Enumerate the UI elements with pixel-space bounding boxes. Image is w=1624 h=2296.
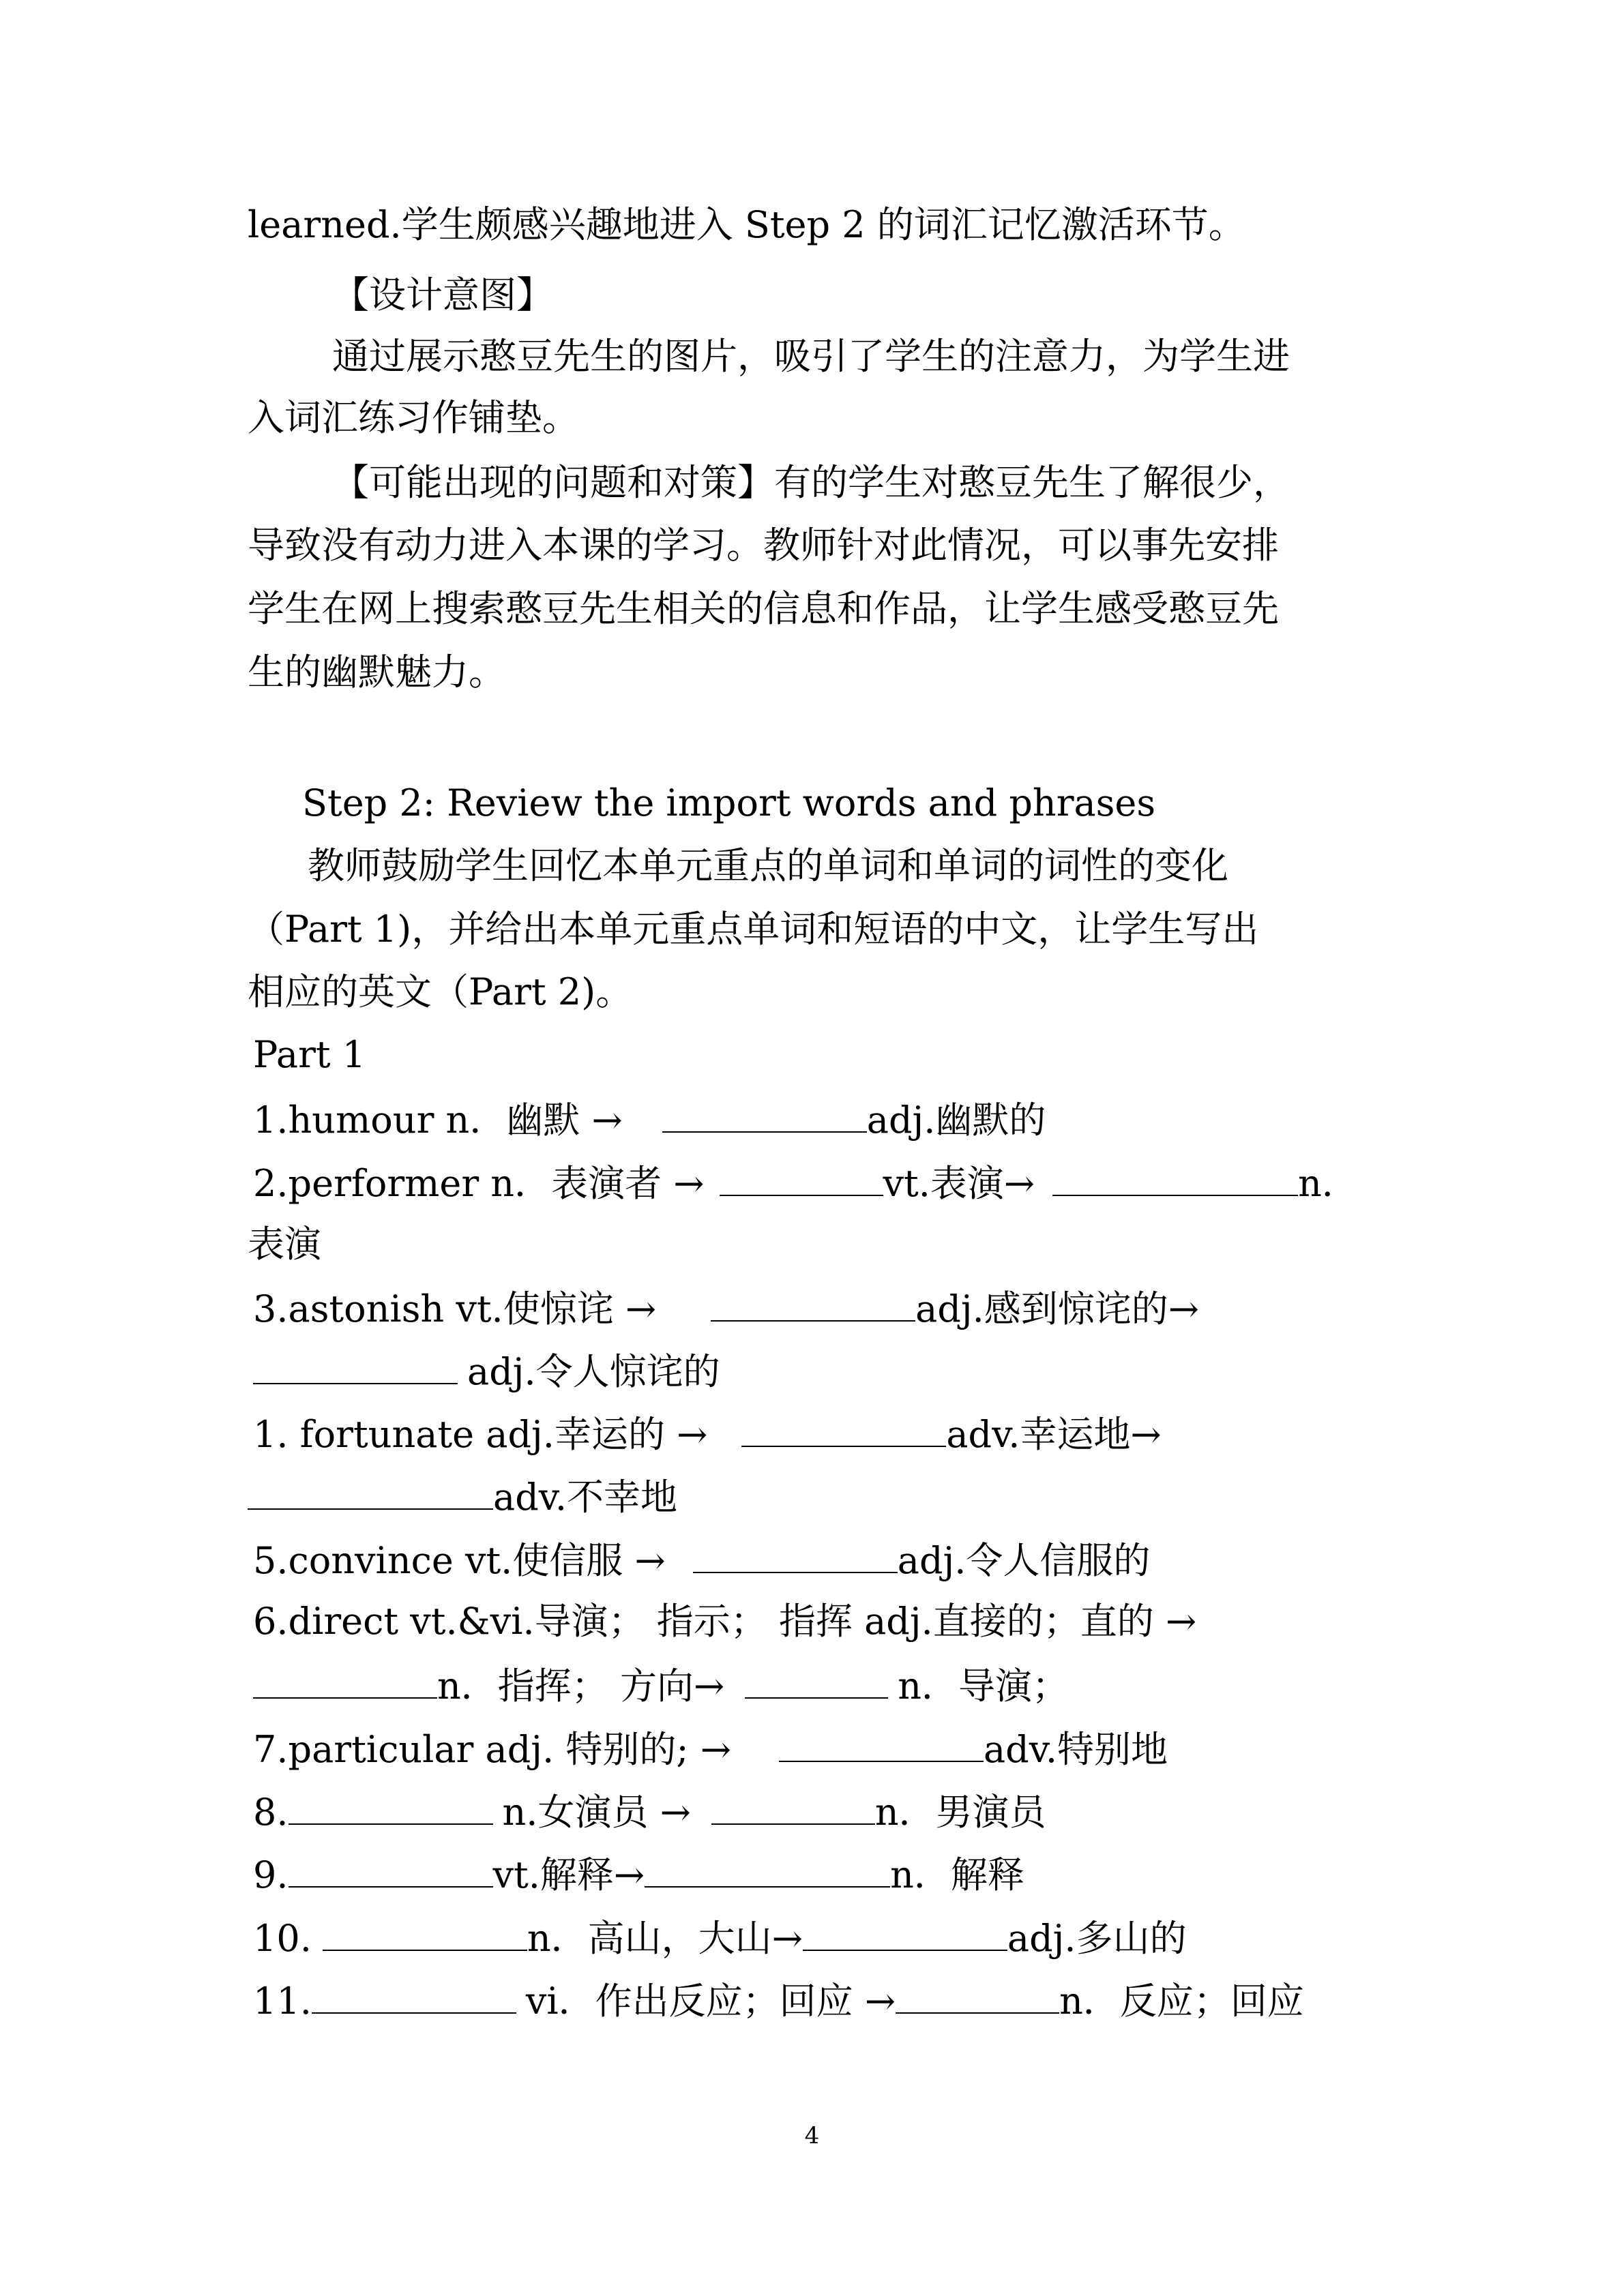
exercise-5-prompt: 5.convince vt.使信服 → xyxy=(253,1539,666,1582)
exercise-5-blank[interactable] xyxy=(693,1536,898,1573)
exercise-4-suffix: adv.不幸地 xyxy=(493,1476,678,1519)
exercise-4-prompt: 1. fortunate adj.幸运的 → xyxy=(253,1413,708,1456)
exercise-2-prompt: 2.performer n．表演者 → xyxy=(253,1162,705,1205)
step2-title: Step 2: Review the import words and phrases xyxy=(302,781,1156,824)
exercise-3-blank-1[interactable] xyxy=(711,1285,915,1322)
exercise-7-blank[interactable] xyxy=(779,1725,984,1762)
exercise-1 xyxy=(253,1096,1046,1141)
design-text-line-1: 通过展示憨豆先生的图片，吸引了学生的注意力，为学生进 xyxy=(332,335,1290,378)
exercise-6-blank-1[interactable] xyxy=(253,1662,437,1699)
exercise-8-blank-2[interactable] xyxy=(711,1788,875,1825)
exercise-3-suffix: adj.令人惊诧的 xyxy=(467,1350,720,1393)
exercise-3-prompt: 3.astonish vt.使惊诧 → xyxy=(253,1287,657,1330)
exercise-8 xyxy=(253,1788,1046,1833)
problems-line-2: 导致没有动力进入本课的学习。教师针对此情况，可以事先安排 xyxy=(248,524,1279,567)
exercise-4-blank-1[interactable] xyxy=(741,1410,946,1447)
exercise-3-continued xyxy=(253,1347,720,1392)
exercise-6-suffix: n．导演； xyxy=(898,1665,1069,1708)
exercise-11-number: 11. xyxy=(253,1980,312,2023)
exercise-4-middle: adv.幸运地→ xyxy=(946,1413,1162,1456)
exercise-3-middle: adj.感到惊诧的→ xyxy=(915,1287,1200,1330)
problems-line-3: 学生在网上搜索憨豆先生相关的信息和作品，让学生感受憨豆先 xyxy=(248,587,1279,630)
step2-description-line-1: 教师鼓励学生回忆本单元重点的单词和单词的词性的变化 xyxy=(308,844,1228,887)
exercise-9-blank-1[interactable] xyxy=(289,1851,493,1888)
exercise-7-prompt: 7.particular adj. 特别的; → xyxy=(253,1728,731,1771)
step2-description-line-3: 相应的英文（Part 2)。 xyxy=(248,970,633,1013)
exercise-8-blank-1[interactable] xyxy=(289,1788,493,1825)
exercise-7 xyxy=(253,1725,1168,1770)
exercise-2 xyxy=(253,1159,1359,1204)
exercise-10-blank-1[interactable] xyxy=(323,1914,527,1951)
exercise-8-middle: n.女演员 → xyxy=(502,1791,691,1834)
exercise-10-middle: n．高山，大山→ xyxy=(527,1917,803,1960)
exercise-1-prompt: 1.humour n．幽默 → xyxy=(253,1099,623,1142)
exercise-11-suffix: n．反应；回应 xyxy=(1059,1980,1304,2023)
exercise-10-number: 10. xyxy=(253,1917,312,1960)
exercise-2-middle: vt.表演→ xyxy=(883,1162,1035,1205)
exercise-2-blank-2[interactable] xyxy=(1052,1159,1298,1196)
exercise-8-number: 8. xyxy=(253,1791,289,1834)
exercise-4 xyxy=(253,1410,1162,1455)
exercise-9-middle: vt.解释→ xyxy=(492,1853,645,1896)
exercise-6-continued xyxy=(253,1662,1069,1707)
exercise-6-blank-2[interactable] xyxy=(745,1662,888,1699)
design-heading: 【设计意图】 xyxy=(332,273,553,316)
exercise-10 xyxy=(253,1914,1187,1959)
exercise-2-blank-1[interactable] xyxy=(720,1159,883,1196)
exercise-3 xyxy=(253,1285,1199,1330)
page-number: 4 xyxy=(804,2122,820,2149)
part-1-label: Part 1 xyxy=(253,1033,366,1076)
exercise-5-suffix: adj.令人信服的 xyxy=(897,1539,1151,1582)
exercise-3-blank-2[interactable] xyxy=(253,1347,458,1384)
exercise-7-suffix: adv.特别地 xyxy=(983,1728,1168,1771)
exercise-5 xyxy=(253,1536,1150,1581)
exercise-11-middle: vi．作出反应；回应 → xyxy=(525,1980,896,2023)
exercise-8-suffix: n．男演员 xyxy=(874,1791,1046,1834)
exercise-2-suffix: n． xyxy=(1298,1162,1359,1205)
design-text-line-2: 入词汇练习作铺垫。 xyxy=(248,396,579,439)
exercise-10-blank-2[interactable] xyxy=(803,1914,1007,1951)
exercise-11 xyxy=(253,1977,1304,2022)
problems-line-4: 生的幽默魅力。 xyxy=(248,651,505,694)
intro-line: learned.学生颇感兴趣地进入 Step 2 的词汇记忆激活环节。 xyxy=(248,203,1245,246)
exercise-6-middle: n．指挥； 方向→ xyxy=(437,1665,725,1708)
exercise-6: 6.direct vt.&vi.导演； 指示； 指挥 adj.直接的；直的 → xyxy=(253,1600,1197,1643)
step2-description-line-2: （Part 1)，并给出本单元重点单词和短语的中文，让学生写出 xyxy=(248,908,1259,951)
exercise-4-blank-2[interactable] xyxy=(248,1473,493,1510)
exercise-4-continued xyxy=(248,1473,677,1518)
exercise-9-blank-2[interactable] xyxy=(645,1851,890,1888)
exercise-2-continued: 表演 xyxy=(248,1223,321,1266)
exercise-11-blank-1[interactable] xyxy=(312,1977,516,2014)
exercise-1-suffix: adj.幽默的 xyxy=(866,1099,1046,1142)
exercise-9 xyxy=(253,1851,1024,1896)
exercise-10-suffix: adj.多山的 xyxy=(1007,1917,1187,1960)
exercise-11-blank-2[interactable] xyxy=(896,1977,1059,2014)
problems-line-1: 【可能出现的问题和对策】有的学生对憨豆先生了解很少， xyxy=(332,461,1290,504)
exercise-9-suffix: n．解释 xyxy=(890,1853,1024,1896)
exercise-1-blank[interactable] xyxy=(662,1096,867,1133)
exercise-9-number: 9. xyxy=(253,1853,289,1896)
